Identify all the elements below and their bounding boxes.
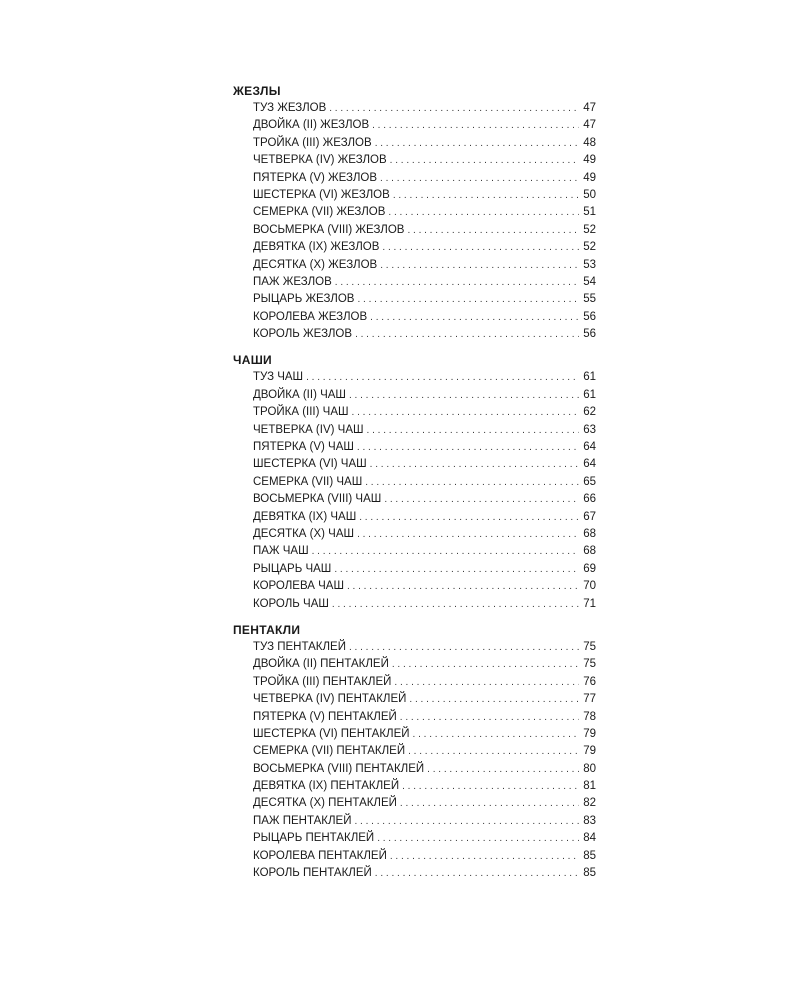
section-cups (233, 352, 596, 612)
toc-entry[interactable] (253, 291, 596, 308)
entry-label: ДЕВЯТКА (IX) ЖЕЗЛОВ (253, 241, 380, 254)
page-number: 69 (583, 562, 596, 575)
entry-label: РЫЦАРЬ ЖЕЗЛОВ (253, 293, 355, 306)
toc-entry[interactable] (253, 491, 596, 508)
toc-entry[interactable] (253, 257, 596, 274)
dot-leader (393, 187, 579, 204)
dot-leader (357, 291, 579, 308)
dot-leader (359, 509, 579, 526)
page-number: 77 (583, 693, 596, 706)
table-of-contents (233, 83, 596, 891)
toc-entry[interactable] (253, 309, 596, 326)
page-number: 70 (583, 580, 596, 593)
entry-label: ПАЖ ЧАШ (253, 545, 309, 558)
entry-label: КОРОЛЬ ЧАШ (253, 597, 329, 610)
page-number: 68 (583, 545, 596, 558)
page-number: 79 (583, 745, 596, 758)
entry-label: СЕМЕРКА (VII) ЖЕЗЛОВ (253, 206, 386, 219)
dot-leader (384, 491, 579, 508)
page-number: 52 (583, 241, 596, 254)
dot-leader (329, 100, 579, 117)
toc-entry[interactable] (253, 387, 596, 404)
dot-leader (380, 170, 579, 187)
entry-label: ШЕСТЕРКА (VI) ЖЕЗЛОВ (253, 188, 390, 201)
page-number: 64 (583, 458, 596, 471)
entry-label: СЕМЕРКА (VII) ПЕНТАКЛЕЙ (253, 745, 406, 758)
page-number: 55 (583, 293, 596, 306)
toc-entry[interactable] (253, 509, 596, 526)
toc-entry[interactable] (253, 656, 596, 673)
dot-leader (390, 152, 579, 169)
dot-leader (347, 578, 579, 595)
entry-label: ДЕВЯТКА (IX) ПЕНТАКЛЕЙ (253, 780, 400, 793)
entry-label: ДЕСЯТКА (X) ЖЕЗЛОВ (253, 258, 378, 271)
toc-entry[interactable] (253, 761, 596, 778)
toc-entry[interactable] (253, 222, 596, 239)
entry-label: ПЯТЕРКА (V) ЧАШ (253, 441, 354, 454)
dot-leader (388, 204, 579, 221)
entry-label: ШЕСТЕРКА (VI) ПЕНТАКЛЕЙ (253, 727, 410, 740)
toc-entry[interactable] (253, 422, 596, 439)
toc-entry[interactable] (253, 561, 596, 578)
entry-label: ТУЗ ЧАШ (253, 371, 304, 384)
dot-leader (390, 848, 579, 865)
page-number: 76 (583, 675, 596, 688)
toc-entry[interactable] (253, 578, 596, 595)
page-number: 48 (583, 136, 596, 149)
page-number: 84 (583, 832, 596, 845)
entry-label: ДЕСЯТКА (X) ПЕНТАКЛЕЙ (253, 797, 397, 810)
page-number: 54 (583, 275, 596, 288)
entry-label: ШЕСТЕРКА (VI) ЧАШ (253, 458, 367, 471)
dot-leader (382, 239, 579, 256)
page-number: 52 (583, 223, 596, 236)
dot-leader (402, 778, 579, 795)
section-wands (233, 83, 596, 343)
toc-entry[interactable] (253, 726, 596, 743)
dot-leader (407, 222, 579, 239)
page-number: 85 (583, 867, 596, 880)
entry-label: ДВОЙКА (II) ЖЕЗЛОВ (253, 119, 370, 132)
page-number: 53 (583, 258, 596, 271)
page-number: 56 (583, 310, 596, 323)
dot-leader (365, 474, 579, 491)
page-number: 47 (583, 102, 596, 114)
entry-label: КОРОЛЬ ЖЕЗЛОВ (253, 328, 353, 341)
page-number: 50 (583, 188, 596, 201)
entry-label: ТРОЙКА (III) ПЕНТАКЛЕЙ (253, 675, 392, 688)
entry-label: ВОСЬМЕРКА (VIII) ПЕНТАКЛЕЙ (253, 762, 425, 775)
page-number: 47 (583, 119, 596, 132)
dot-leader (400, 795, 579, 812)
dot-leader (372, 117, 579, 134)
page-number: 61 (583, 371, 596, 384)
entry-label: ДЕВЯТКА (IX) ЧАШ (253, 510, 357, 523)
dot-leader (367, 422, 579, 439)
toc-entry[interactable] (253, 709, 596, 726)
toc-entry[interactable] (253, 100, 596, 117)
page-number: 49 (583, 154, 596, 167)
toc-entry[interactable] (253, 117, 596, 134)
dot-leader (380, 257, 579, 274)
dot-leader (408, 743, 579, 760)
page-number: 49 (583, 171, 596, 184)
entry-label: КОРОЛЕВА ЖЕЗЛОВ (253, 310, 368, 323)
dot-leader (306, 369, 579, 386)
page-number: 65 (583, 475, 596, 488)
entry-label: ПЯТЕРКА (V) ПЕНТАКЛЕЙ (253, 710, 397, 723)
toc-entry[interactable] (253, 743, 596, 760)
toc-entry[interactable] (253, 439, 596, 456)
entry-label: ЧЕТВЕРКА (IV) ПЕНТАКЛЕЙ (253, 693, 407, 706)
page-number: 81 (583, 780, 596, 793)
toc-entry[interactable] (253, 526, 596, 543)
dot-leader (413, 726, 579, 743)
dot-leader (370, 309, 579, 326)
entry-label: СЕМЕРКА (VII) ЧАШ (253, 475, 363, 488)
toc-entry[interactable] (253, 639, 596, 656)
toc-entry[interactable] (253, 187, 596, 204)
toc-entry[interactable] (253, 404, 596, 421)
toc-entry[interactable] (253, 239, 596, 256)
entry-label: КОРОЛЬ ПЕНТАКЛЕЙ (253, 867, 372, 880)
dot-leader (375, 135, 579, 152)
toc-entry[interactable] (253, 596, 596, 613)
section-title: ЖЕЗЛЫ (233, 84, 281, 98)
toc-entry[interactable] (253, 848, 596, 865)
section-title: ЧАШИ (233, 353, 272, 368)
page-number: 75 (583, 658, 596, 671)
page-number: 63 (583, 423, 596, 436)
page-number: 78 (583, 710, 596, 723)
entry-label: ПАЖ ЖЕЗЛОВ (253, 275, 332, 288)
page-number: 83 (583, 814, 596, 827)
entry-label: ЧЕТВЕРКА (IV) ЖЕЗЛОВ (253, 154, 387, 167)
section-pentacles (233, 622, 596, 882)
dot-leader (409, 691, 579, 708)
toc-entry[interactable] (253, 369, 596, 386)
page-number: 79 (583, 727, 596, 740)
toc-entry[interactable] (253, 865, 596, 882)
entry-label: КОРОЛЕВА ПЕНТАКЛЕЙ (253, 849, 387, 862)
toc-entry[interactable] (253, 204, 596, 221)
page-number: 68 (583, 527, 596, 540)
dot-leader (355, 326, 579, 343)
dot-leader (357, 526, 579, 543)
dot-leader (392, 656, 579, 673)
entry-label: РЫЦАРЬ ЧАШ (253, 562, 332, 575)
dot-leader (352, 404, 579, 421)
page-number: 51 (583, 206, 596, 219)
toc-entry[interactable] (253, 795, 596, 812)
dot-leader (370, 456, 579, 473)
page-number: 67 (583, 510, 596, 523)
toc-entry[interactable] (253, 778, 596, 795)
entry-label: ТУЗ ЖЕЗЛОВ (253, 102, 327, 114)
dot-leader (394, 674, 579, 691)
dot-leader (357, 439, 579, 456)
page-number: 82 (583, 797, 596, 810)
entry-label: ТРОЙКА (III) ЖЕЗЛОВ (253, 136, 372, 149)
page-number: 85 (583, 849, 596, 862)
page-number: 64 (583, 441, 596, 454)
dot-leader (375, 865, 579, 882)
entry-label: ЧЕТВЕРКА (IV) ЧАШ (253, 423, 364, 436)
page-number: 66 (583, 493, 596, 506)
page-number: 80 (583, 762, 596, 775)
dot-leader (335, 274, 579, 291)
toc-entry[interactable] (253, 674, 596, 691)
dot-leader (312, 543, 579, 560)
toc-entry[interactable] (253, 691, 596, 708)
toc-entry[interactable] (253, 543, 596, 560)
dot-leader (334, 561, 579, 578)
entry-label: ВОСЬМЕРКА (VIII) ЖЕЗЛОВ (253, 223, 405, 236)
entry-label: ПЯТЕРКА (V) ЖЕЗЛОВ (253, 171, 378, 184)
page-number: 61 (583, 388, 596, 401)
page-number: 75 (583, 640, 596, 653)
toc-entry[interactable] (253, 152, 596, 169)
toc-entry[interactable] (253, 326, 596, 343)
dot-leader (349, 639, 579, 656)
page-number: 56 (583, 328, 596, 341)
dot-leader (400, 709, 579, 726)
entry-label: ТУЗ ПЕНТАКЛЕЙ (253, 640, 346, 653)
page-number: 62 (583, 406, 596, 419)
dot-leader (377, 830, 579, 847)
toc-entry[interactable] (253, 170, 596, 187)
entry-label: ДЕСЯТКА (X) ЧАШ (253, 527, 355, 540)
entry-label: КОРОЛЕВА ЧАШ (253, 580, 344, 593)
dot-leader (349, 387, 579, 404)
dot-leader (355, 813, 580, 830)
toc-entry[interactable] (253, 813, 596, 830)
toc-entry[interactable] (253, 830, 596, 847)
toc-entry[interactable] (253, 456, 596, 473)
toc-entry[interactable] (253, 474, 596, 491)
toc-entry[interactable] (253, 274, 596, 291)
toc-entry[interactable] (253, 135, 596, 152)
entry-label: ДВОЙКА (II) ПЕНТАКЛЕЙ (253, 658, 389, 671)
entry-label: ВОСЬМЕРКА (VIII) ЧАШ (253, 493, 382, 506)
dot-leader (332, 596, 579, 613)
section-title: ПЕНТАКЛИ (233, 622, 301, 637)
entry-label: ДВОЙКА (II) ЧАШ (253, 388, 346, 401)
dot-leader (427, 761, 579, 778)
page-number: 71 (583, 597, 596, 610)
entry-label: РЫЦАРЬ ПЕНТАКЛЕЙ (253, 832, 375, 845)
entry-label: ТРОЙКА (III) ЧАШ (253, 406, 349, 419)
entry-label: ПАЖ ПЕНТАКЛЕЙ (253, 814, 352, 827)
